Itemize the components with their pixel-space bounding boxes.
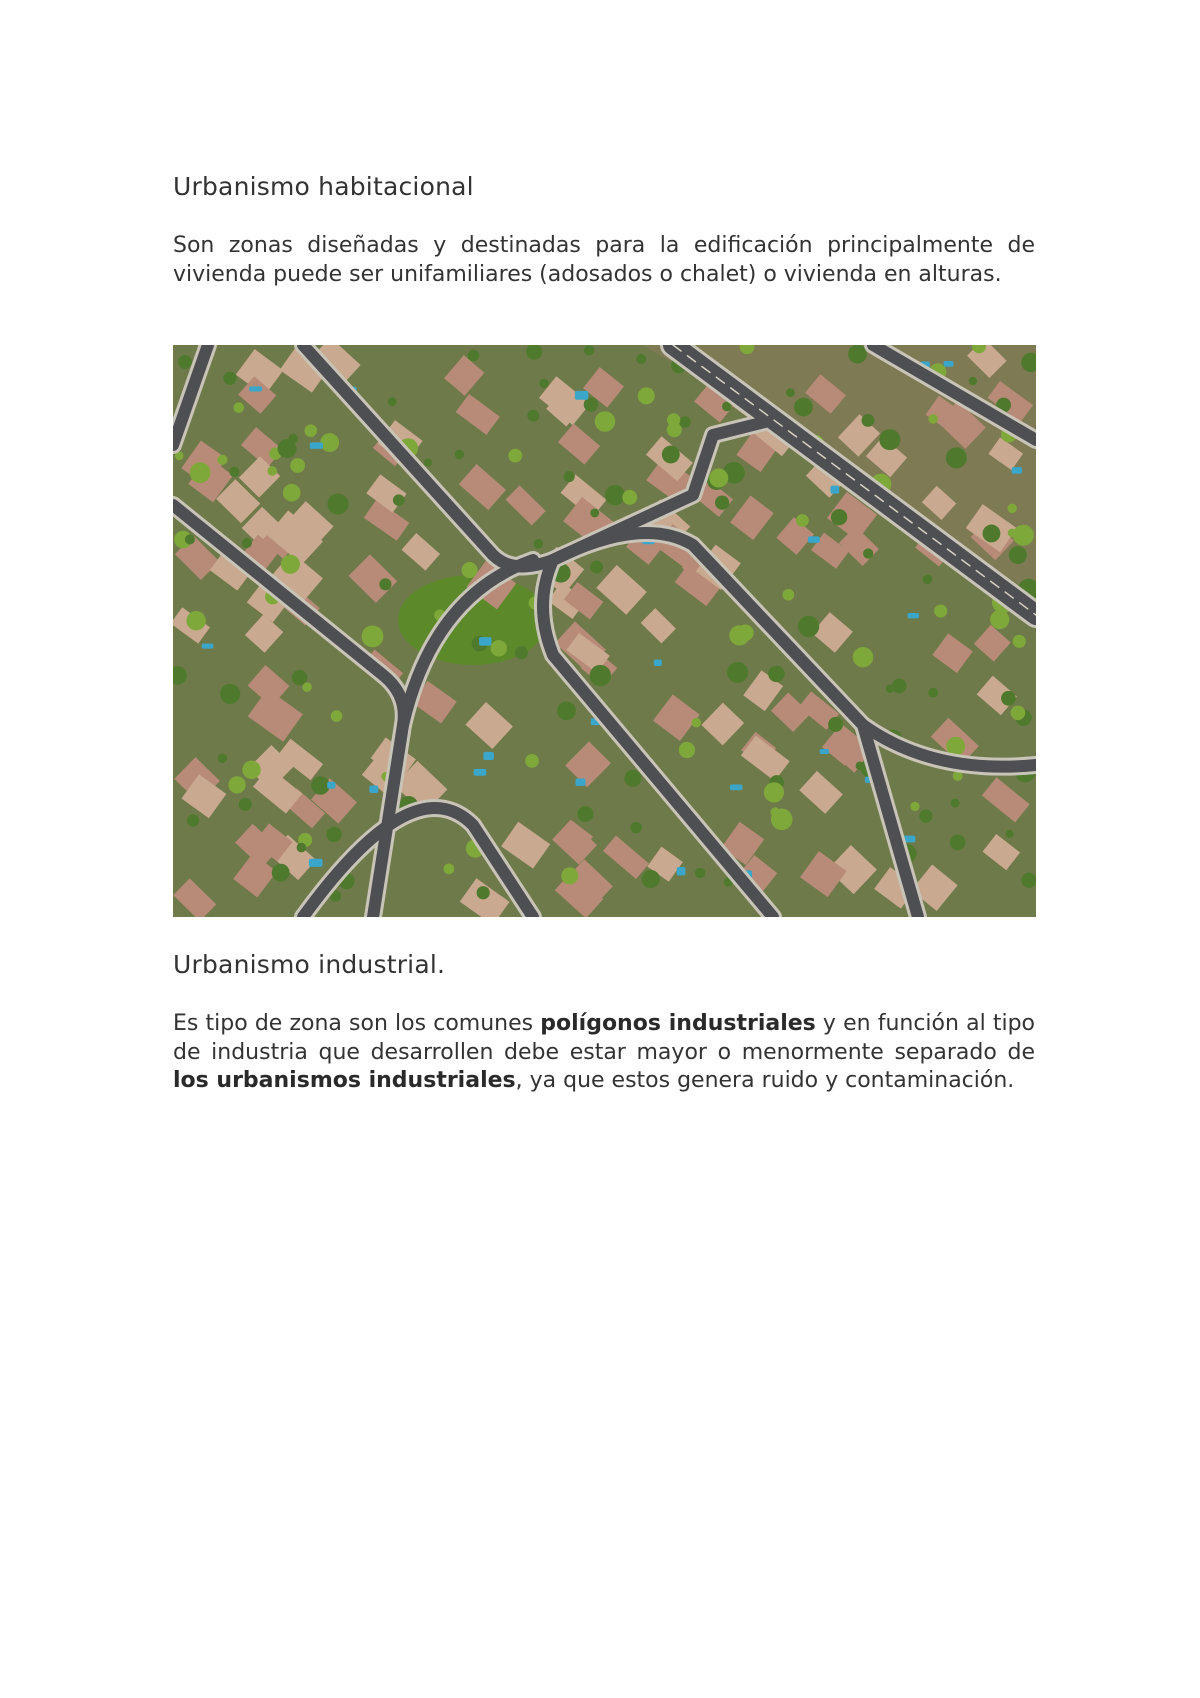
photo-pool (908, 613, 920, 618)
photo-tree (283, 484, 301, 502)
photo-tree (590, 561, 603, 574)
photo-pool (677, 867, 686, 875)
bold-poligonos-industriales: polígonos industriales (540, 1011, 816, 1036)
photo-tree (990, 610, 1009, 629)
photo-tree (292, 670, 308, 686)
photo-tree (272, 864, 290, 882)
paragraph-industrial-part-1: Es tipo de zona son los comunes (173, 1011, 541, 1036)
photo-pool (483, 752, 494, 760)
photo-pool (808, 536, 820, 543)
photo-tree (624, 770, 641, 787)
photo-tree (229, 467, 239, 477)
photo-tree (667, 413, 680, 426)
photo-pool (479, 637, 491, 645)
photo-pool (654, 659, 662, 666)
photo-tree (477, 886, 490, 899)
photo-tree (595, 411, 616, 432)
photo-tree (311, 776, 330, 795)
photo-tree (934, 605, 947, 618)
photo-tree (590, 508, 599, 517)
photo-tree (695, 868, 705, 878)
photo-tree (491, 640, 507, 656)
bold-urbanismos-industriales: los urbanismos industriales (173, 1068, 516, 1093)
photo-tree (527, 410, 539, 422)
photo-tree (892, 679, 907, 694)
photo-tree (638, 387, 655, 404)
photo-tree (737, 624, 754, 641)
photo-tree (679, 742, 695, 758)
photo-tree (662, 446, 680, 464)
photo-tree (190, 462, 211, 483)
photo-tree (444, 863, 455, 874)
photo-tree (783, 589, 795, 601)
photo-tree (969, 377, 977, 385)
photo-tree (187, 814, 199, 826)
photo-tree (950, 835, 966, 851)
photo-tree (863, 548, 873, 558)
photo-tree (267, 466, 277, 476)
photo-tree (1013, 525, 1034, 546)
photo-tree (879, 429, 900, 450)
photo-tree (217, 455, 227, 465)
photo-tree (796, 514, 809, 527)
photo-tree (424, 458, 432, 466)
photo-pool (310, 442, 323, 448)
photo-tree (1013, 635, 1026, 648)
photo-tree (281, 555, 300, 574)
photo-tree (831, 509, 847, 525)
photo-tree (1009, 546, 1027, 564)
photo-tree (379, 578, 391, 590)
photo-pool (327, 782, 335, 789)
photo-tree (768, 666, 784, 682)
photo-tree (320, 433, 339, 452)
photo-tree (853, 647, 873, 667)
heading-urbanismo-industrial: Urbanismo industrial. (173, 950, 446, 979)
photo-tree (679, 416, 691, 428)
photo-tree (1006, 830, 1014, 838)
photo-pool (944, 361, 954, 367)
photo-pool (309, 859, 323, 867)
photo-pool (730, 785, 743, 791)
photo-tree (862, 414, 875, 427)
photo-tree (288, 434, 298, 444)
photo-tree (828, 717, 843, 732)
photo-tree (242, 761, 260, 779)
photo-tree (455, 450, 465, 460)
photo-tree (1008, 529, 1017, 538)
photo-tree (561, 867, 578, 884)
photo-tree (983, 525, 1001, 543)
photo-tree (798, 616, 819, 637)
photo-tree (564, 471, 575, 482)
heading-urbanismo-habitacional: Urbanismo habitacional (173, 172, 474, 201)
photo-tree (304, 424, 317, 437)
photo-tree (584, 345, 594, 355)
aerial-neighborhood-photo (173, 345, 1036, 917)
photo-tree (218, 753, 228, 763)
photo-tree (1011, 706, 1026, 721)
photo-tree (577, 806, 593, 822)
paragraph-industrial-part-3: , ya que estos genera ruido y contaminación. (515, 1068, 1015, 1093)
photo-tree (525, 754, 539, 768)
photo-pool (820, 749, 830, 754)
photo-pool (575, 391, 588, 400)
photo-tree (362, 625, 384, 647)
photo-tree (590, 665, 611, 686)
photo-tree (233, 402, 244, 413)
photo-tree (856, 762, 865, 771)
photo-tree (539, 379, 548, 388)
photo-tree (186, 611, 205, 630)
photo-tree (923, 574, 933, 584)
photo-tree (691, 718, 701, 728)
photo-tree (297, 843, 307, 853)
photo-tree (928, 414, 938, 424)
photo-tree (715, 495, 729, 509)
photo-pool (474, 769, 487, 776)
photo-tree (327, 493, 348, 514)
photo-pool (830, 486, 839, 494)
photo-tree (764, 782, 784, 802)
photo-tree (928, 688, 938, 698)
photo-pool (369, 786, 378, 793)
paragraph-industrial (173, 1010, 1035, 1096)
photo-tree (1021, 873, 1036, 888)
photo-tree (178, 355, 192, 369)
photo-tree (848, 345, 867, 363)
photo-tree (388, 397, 397, 406)
photo-pool (575, 778, 585, 785)
photo-tree (326, 827, 341, 842)
photo-tree (534, 539, 544, 549)
photo-tree (919, 809, 932, 822)
photo-pool (1012, 467, 1022, 474)
photo-tree (393, 494, 405, 506)
photo-tree (727, 662, 748, 683)
photo-tree (290, 458, 305, 473)
photo-tree (228, 776, 245, 793)
photo-tree (605, 485, 625, 505)
photo-tree (794, 398, 813, 417)
paragraph-industrial-part-2: y en función al tipo de industria que desarrollen debe estar mayor o menormente separado de (173, 1011, 1035, 1065)
photo-tree (642, 870, 660, 888)
photo-tree (331, 710, 343, 722)
photo-tree (242, 538, 252, 548)
photo-tree (786, 388, 795, 397)
photo-tree (770, 807, 780, 817)
photo-tree (1001, 691, 1016, 706)
photo-pool (202, 643, 214, 648)
photo-tree (462, 562, 478, 578)
photo-tree (508, 449, 522, 463)
photo-pool (249, 386, 262, 391)
photo-tree (515, 646, 528, 659)
photo-tree (622, 490, 637, 505)
photo-tree (239, 798, 252, 811)
photo-tree (220, 684, 240, 704)
photo-tree (185, 534, 195, 544)
photo-tree (951, 799, 960, 808)
photo-tree (946, 447, 967, 468)
photo-tree (636, 354, 646, 364)
photo-tree (468, 350, 480, 362)
photo-tree (223, 372, 236, 385)
photo-tree (557, 701, 576, 720)
paragraph-habitacional: Son zonas diseñadas y destinadas para la edificación principalmente de vivienda puede ser unifamiliares (adosados o chalet) o vivienda en alturas. (173, 233, 1035, 287)
photo-tree (630, 822, 642, 834)
photo-tree (910, 802, 919, 811)
photo-tree (709, 469, 728, 488)
photo-tree (302, 682, 311, 691)
photo-tree (1007, 504, 1017, 514)
